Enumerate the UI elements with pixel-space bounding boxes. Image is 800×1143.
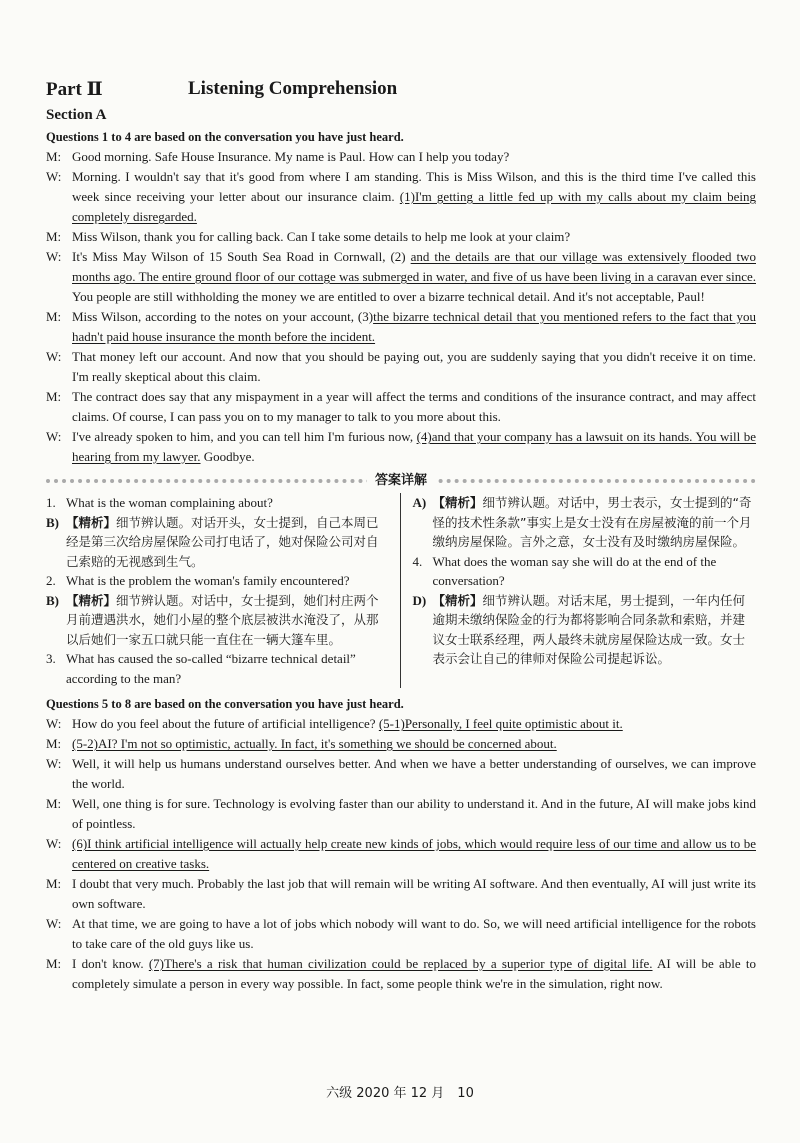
answers-title: 答案详解	[367, 473, 435, 488]
dialogue-segment: How do you feel about the future of artificial intelligence?	[72, 716, 379, 731]
answer-letter: B)	[46, 514, 59, 530]
dialogue-text	[72, 914, 756, 954]
explanation-text	[433, 591, 757, 669]
underlined-answer-clue: (1)I'm getting a little fed up with my calls about my claim being completely disregarded.	[72, 189, 756, 224]
dialogue-segment: AI will be able to completely simulate a person in every way possible. In fact, some people think we're in the simulation, right now.	[72, 956, 756, 991]
dialogue-segment: The contract does say that any mispayment in a year will affect the terms and conditions of the insurance contract, and may affect claims. Of course, I can pass you on to my manager to talk to you more about this.	[72, 389, 756, 424]
speaker-label: M:	[46, 389, 62, 404]
speaker-label: M:	[46, 149, 62, 164]
answer-letter: D)	[412, 592, 427, 608]
part-title: Listening Comprehension	[188, 78, 398, 99]
dialogue-segment: At that time, we are going to have a lot of jobs which nobody will want to do. So, we will need artificial intelligence for the robots to take care of the old guys like us.	[72, 916, 756, 951]
answers-divider	[46, 469, 756, 491]
answer-letter: A)	[412, 495, 427, 510]
part-heading	[46, 78, 756, 104]
dialogue-text	[72, 387, 756, 427]
dialogue-turn	[46, 347, 756, 387]
dialogue-segment: I don't know.	[72, 956, 149, 971]
underlined-answer-clue: (5-2)AI? I'm not so optimistic, actually. In fact, it's something we should be concerned about.	[72, 736, 557, 751]
dialogue-text	[72, 227, 756, 247]
conversation-1	[46, 147, 756, 467]
dialogue-turn	[46, 427, 756, 467]
dialogue-turn	[46, 247, 756, 307]
questions-1-4-heading: Questions 1 to 4 are based on the conversation you have just heard.	[46, 130, 404, 144]
underlined-answer-clue: the bizarre technical detail that you mentioned refers to the fact that you hadn't paid house insurance the month before the incident.	[72, 309, 756, 344]
dialogue-segment: I've already spoken to him, and you can tell him I'm furious now,	[72, 429, 417, 444]
dialogue-text	[72, 754, 756, 794]
answer-explanation	[413, 493, 757, 552]
dialogue-segment: Good morning. Safe House Insurance. My name is Paul. How can I help you today?	[72, 149, 510, 164]
dialogue-turn	[46, 914, 756, 954]
analysis-tag: 【精析】	[66, 514, 117, 530]
item-text: What is the woman complaining about?	[66, 495, 273, 510]
question-number: 4.	[412, 553, 423, 569]
part-label: Part Ⅱ	[46, 79, 103, 100]
dialogue-turn	[46, 734, 756, 754]
section-title: Section A	[46, 107, 107, 123]
dialogue-text	[72, 834, 756, 874]
dialogue-text	[72, 147, 756, 167]
explanation-text	[433, 493, 757, 552]
analysis-tag: 【精析】	[66, 592, 117, 608]
dialogue-text	[72, 794, 756, 834]
question-text	[433, 552, 757, 591]
explanation-text	[66, 591, 390, 650]
dialogue-text	[72, 307, 756, 347]
answer-letter: B)	[46, 592, 59, 608]
dialogue-turn	[46, 874, 756, 914]
underlined-answer-clue: (6)I think artificial intelligence will actually help create new kinds of jobs, which would require less of our time and allow us to be centered on creative tasks.	[72, 836, 756, 871]
dialogue-turn	[46, 954, 756, 994]
dialogue-segment: Well, it will help us humans understand ourselves better. And when we have a better understanding of ourselves, we can improve the world.	[72, 756, 756, 791]
dialogue-segment: Miss Wilson, thank you for calling back. Can I take some details to help me look at your claim?	[72, 229, 571, 244]
underlined-answer-clue: (5-1)Personally, I feel quite optimistic about it.	[378, 716, 623, 731]
underlined-answer-clue: (4)and that your company has a lawsuit on its hands. You will be hearing from my lawyer.	[72, 429, 757, 464]
question-item	[46, 571, 390, 591]
questions-5-8-heading: Questions 5 to 8 are based on the conversation you have just heard.	[46, 697, 404, 711]
analysis-tag: 【精析】	[432, 495, 483, 510]
item-text: What does the woman say she will do at the end of the conversation?	[432, 553, 717, 588]
question-number: 1.	[46, 495, 56, 510]
answer-explanation	[46, 513, 390, 572]
dialogue-segment: That money left our account. And now that you should be paying out, you are suddenly saying that you didn't receive it on time. I'm really skeptical about this claim.	[72, 349, 756, 384]
question-text	[66, 493, 390, 513]
answer-explanation	[413, 591, 757, 669]
item-text: 细节辨认题。对话末尾，男士提到，一年内任何逾期未缴纳保险金的行为都将影响合同条款和索赔，并建议女士联系经理，两人最终未就房屋保险达成一致。女士表示会让自己的律师对保险公司提起诉讼。	[432, 592, 746, 666]
item-text: 细节辨认题。对话中，女士提到，她们村庄两个月前遭遇洪水，她们小屋的整个底层被洪水淹没了，从那以后她们一家五口就只能一直住在一辆大篷车里。	[66, 592, 379, 647]
speaker-label: W:	[46, 716, 62, 731]
dialogue-turn	[46, 307, 756, 347]
dialogue-text	[72, 427, 756, 467]
speaker-label: M:	[46, 796, 62, 811]
answer-explanation	[46, 591, 390, 650]
speaker-label: W:	[46, 249, 62, 264]
speaker-label: W:	[46, 429, 62, 444]
question-text	[66, 571, 390, 591]
analysis-tag: 【精析】	[432, 592, 483, 608]
dialogue-text	[72, 954, 756, 994]
dialogue-text	[72, 874, 756, 914]
dialogue-turn	[46, 754, 756, 794]
question-number: 2.	[46, 573, 56, 588]
page-footer: 六级 2020 年 12 月 10	[326, 1086, 474, 1101]
speaker-label: M:	[46, 876, 62, 891]
dialogue-segment: Miss Wilson, according to the notes on your account, (3)	[72, 309, 374, 324]
answers-left-column	[46, 493, 400, 688]
explanation-text	[66, 513, 390, 572]
speaker-label: M:	[46, 309, 62, 324]
speaker-label: W:	[46, 349, 62, 364]
speaker-label: W:	[46, 169, 62, 184]
item-text: What has caused the so-called “bizarre technical detail” according to the man?	[66, 651, 356, 686]
dialogue-text	[72, 247, 756, 307]
dialogue-segment: Well, one thing is for sure. Technology is evolving faster than our ability to understand it. And in the future, AI will make jobs kind of pointless.	[72, 796, 756, 831]
conversation-2	[46, 714, 756, 994]
dialogue-text	[72, 734, 756, 754]
item-text: 细节辨认题。对话开头，女士提到，自己本周已经是第三次给房屋保险公司打电话了，她对保险公司对自己索赔的无视感到生气。	[66, 514, 379, 569]
item-text: 细节辨认题。对话中，男士表示，女士提到的“奇怪的技术性条款”事实上是女士没有在房屋被淹的前一个月缴纳房屋保险。言外之意，女士没有及时缴纳房屋保险。	[432, 495, 752, 549]
question-number: 3.	[46, 651, 56, 666]
dialogue-turn	[46, 227, 756, 247]
speaker-label: M:	[46, 229, 62, 244]
speaker-label: W:	[46, 836, 62, 851]
dialogue-segment: I doubt that very much. Probably the last job that will remain will be writing AI software. And then eventually, AI will just write its own software.	[72, 876, 756, 911]
dialogue-turn	[46, 834, 756, 874]
answers-right-column	[400, 493, 757, 688]
dialogue-text	[72, 347, 756, 387]
dialogue-segment: Goodbye.	[200, 449, 255, 464]
dialogue-segment: It's Miss May Wilson of 15 South Sea Road in Cornwall, (2)	[72, 249, 411, 264]
dialogue-segment: Morning. I wouldn't say that it's good from where I am standing. This is Miss Wilson, and this is the third time I've called this week since receiving your letter about our insurance claim.	[72, 169, 756, 204]
underlined-answer-clue: (7)There's a risk that human civilization could be replaced by a superior type of digital life.	[148, 956, 653, 971]
question-text	[66, 649, 390, 688]
dialogue-turn	[46, 714, 756, 734]
dialogue-text	[72, 714, 756, 734]
question-item	[46, 493, 390, 513]
dialogue-turn	[46, 387, 756, 427]
question-item	[46, 649, 390, 688]
dialogue-text	[72, 167, 756, 227]
speaker-label: M:	[46, 736, 62, 751]
speaker-label: W:	[46, 756, 62, 771]
speaker-label: M:	[46, 956, 62, 971]
document-page	[46, 78, 756, 994]
dialogue-turn	[46, 794, 756, 834]
item-text: What is the problem the woman's family encountered?	[66, 573, 350, 588]
dialogue-turn	[46, 167, 756, 227]
underlined-answer-clue: and the details are that our village was extensively flooded two months ago. The entire ground floor of our cottage was submerged in water, and five of us have been living in a caravan ever since.	[72, 249, 756, 284]
dialogue-turn	[46, 147, 756, 167]
question-item	[413, 552, 757, 591]
dialogue-segment: You people are still withholding the money we are entitled to over a bizarre technical detail. And it's not acceptable, Paul!	[72, 289, 705, 304]
speaker-label: W:	[46, 916, 62, 931]
answer-explanations	[46, 493, 756, 688]
